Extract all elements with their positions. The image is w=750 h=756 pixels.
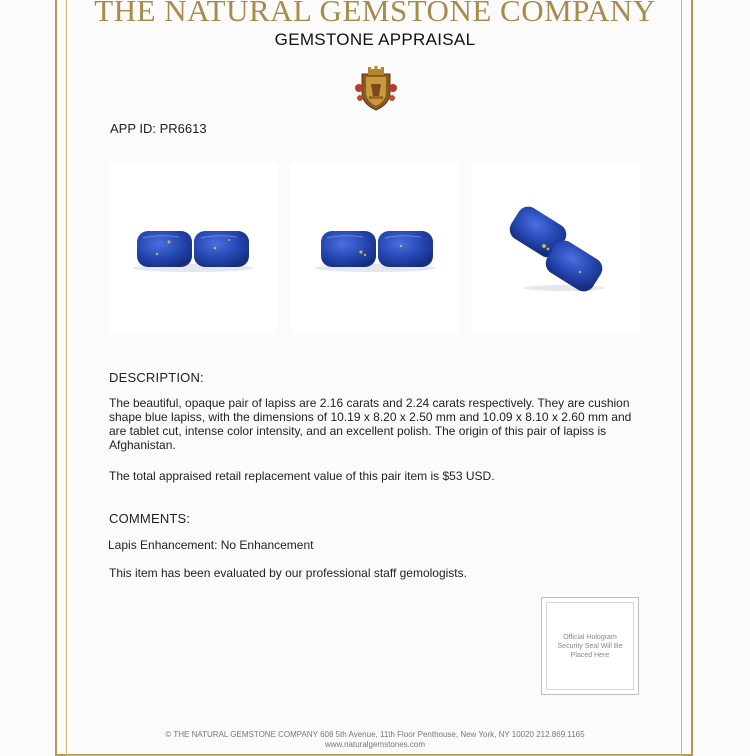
description-text: The beautiful, opaque pair of lapiss are 2.16 carats and 2.24 carats respectively. They are cushion shape blue lapiss, with the dimensions of 10.19 x 8.20 x 2.50 mm and 10.09 x 8.10 x 2.60 mm and are tablet cut, intense color intensity, and an excellent polish. The origin of this pair of lapiss is Afghanistan. — [109, 396, 632, 452]
gem-photo-2 — [291, 162, 459, 332]
footer-website[interactable]: www.naturalgemstones.com — [324, 740, 426, 749]
enhancement-text: Lapis Enhancement: No Enhancement — [108, 538, 314, 552]
app-id: APP ID: PR6613 — [110, 121, 207, 136]
footer — [0, 730, 750, 750]
comments-heading: COMMENTS: — [109, 511, 191, 526]
seal-text: Official Hologram Security Seal Will Be Placed Here — [557, 633, 623, 659]
appraised-value-text: The total appraised retail replacement value of this pair item is $53 USD. — [109, 469, 495, 483]
crest-logo-icon — [355, 66, 397, 112]
gem-photo-1 — [109, 162, 277, 332]
evaluation-text: This item has been evaluated by our professional staff gemologists. — [109, 566, 467, 580]
gem-photo-3 — [472, 162, 640, 332]
description-heading: DESCRIPTION: — [109, 370, 204, 385]
footer-address: © THE NATURAL GEMSTONE COMPANY 608 5th Avenue, 11th Floor Penthouse, New York, NY 10020 212.869.1165 — [165, 730, 585, 739]
document-title: GEMSTONE APPRAISAL — [274, 30, 476, 49]
hologram-seal-placeholder — [541, 597, 639, 695]
company-name: THE NATURAL GEMSTONE COMPANY — [94, 0, 656, 28]
